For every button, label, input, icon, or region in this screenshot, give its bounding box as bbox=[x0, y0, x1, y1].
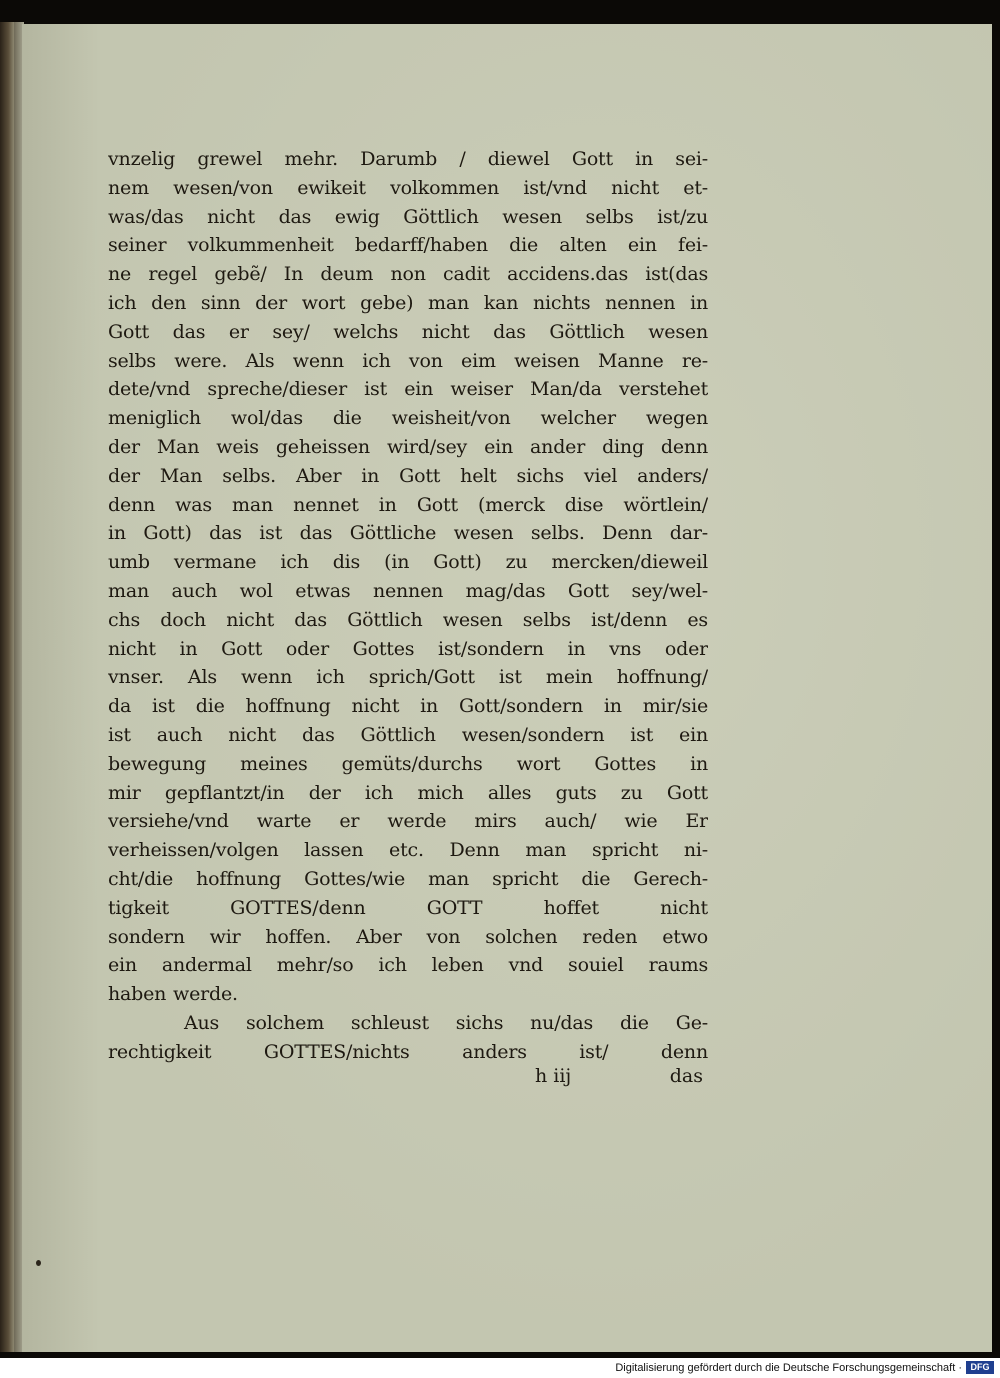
text-line: mir gepflantzt/in der ich mich alles guts zu Gott bbox=[108, 781, 708, 804]
signature-mark: h iij bbox=[535, 1065, 572, 1087]
page-text bbox=[108, 145, 708, 1067]
text-line: ne regel gebẽ/ In deum non cadit accidens.das ist(das bbox=[108, 263, 708, 286]
text-line: bewegung meines gemüts/durchs wort Gottes in bbox=[108, 752, 708, 775]
catchword: das bbox=[669, 1065, 703, 1087]
text-line: vnzelig grewel mehr. Darumb / diewel Gott in sei- bbox=[108, 148, 708, 170]
text-line: Aus solchem schleust sichs nu/das die Ge- bbox=[184, 1011, 708, 1034]
text-line: rechtigkeit GOTTES/nichts anders ist/ denn bbox=[108, 1040, 708, 1063]
text-line: dete/vnd spreche/dieser ist ein weiser Man/da verstehet bbox=[108, 378, 708, 401]
dfg-logo-icon: DFG bbox=[966, 1361, 994, 1374]
page-edge bbox=[0, 22, 14, 1352]
funding-footer bbox=[0, 1358, 1000, 1378]
text-line: in Gott) das ist das Göttliche wesen selbs. Denn dar- bbox=[108, 522, 708, 545]
text-line: verheissen/volgen lassen etc. Denn man spricht ni- bbox=[108, 839, 708, 862]
funding-notice: Digitalisierung gefördert durch die Deutsche Forschungsgemeinschaft · bbox=[615, 1362, 962, 1374]
text-line: seiner volkummenheit bedarff/haben die alten ein fei- bbox=[108, 234, 708, 257]
text-line: man auch wol etwas nennen mag/das Gott sey/wel- bbox=[108, 579, 708, 602]
text-line: ein andermal mehr/so ich leben vnd souiel raums bbox=[108, 954, 708, 977]
text-line: nicht in Gott oder Gottes ist/sondern in vns oder bbox=[108, 637, 708, 660]
text-line: ist auch nicht das Göttlich wesen/sondern ist ein bbox=[108, 723, 708, 746]
text-line: der Man weis geheissen wird/sey ein ander ding denn bbox=[108, 435, 708, 458]
text-line: selbs were. Als wenn ich von eim weisen Manne re- bbox=[108, 349, 708, 372]
text-line: tigkeit GOTTES/denn GOTT hoffet nicht bbox=[108, 896, 708, 919]
text-line: sondern wir hoffen. Aber von solchen reden etwo bbox=[108, 925, 708, 948]
text-line: haben werde. bbox=[108, 983, 238, 1006]
ink-spot bbox=[36, 1260, 41, 1266]
page-foot bbox=[535, 1062, 703, 1090]
text-line: was/das nicht das ewig Göttlich wesen selbs ist/zu bbox=[108, 205, 708, 228]
text-line: Gott das er sey/ welchs nicht das Göttlich wesen bbox=[108, 320, 708, 343]
text-line: chs doch nicht das Göttlich wesen selbs ist/denn es bbox=[108, 608, 708, 631]
text-line: umb vermane ich dis (in Gott) zu mercken/dieweil bbox=[108, 551, 708, 574]
text-line: versiehe/vnd warte er werde mirs auch/ wie Er bbox=[108, 810, 708, 833]
text-line: denn was man nennet in Gott (merck dise wörtlein/ bbox=[108, 493, 708, 516]
text-line: der Man selbs. Aber in Gott helt sichs viel anders/ bbox=[108, 464, 708, 487]
text-line: ich den sinn der wort gebe) man kan nichts nennen in bbox=[108, 291, 708, 314]
text-line: meniglich wol/das die weisheit/von welcher wegen bbox=[108, 407, 708, 430]
text-line: vnser. Als wenn ich sprich/Gott ist mein hoffnung/ bbox=[108, 666, 708, 689]
text-line: da ist die hoffnung nicht in Gott/sondern in mir/sie bbox=[108, 695, 708, 718]
text-line: cht/die hoffnung Gottes/wie man spricht die Gerech- bbox=[108, 867, 708, 890]
text-line: nem wesen/von ewikeit volkommen ist/vnd nicht et- bbox=[108, 176, 708, 199]
